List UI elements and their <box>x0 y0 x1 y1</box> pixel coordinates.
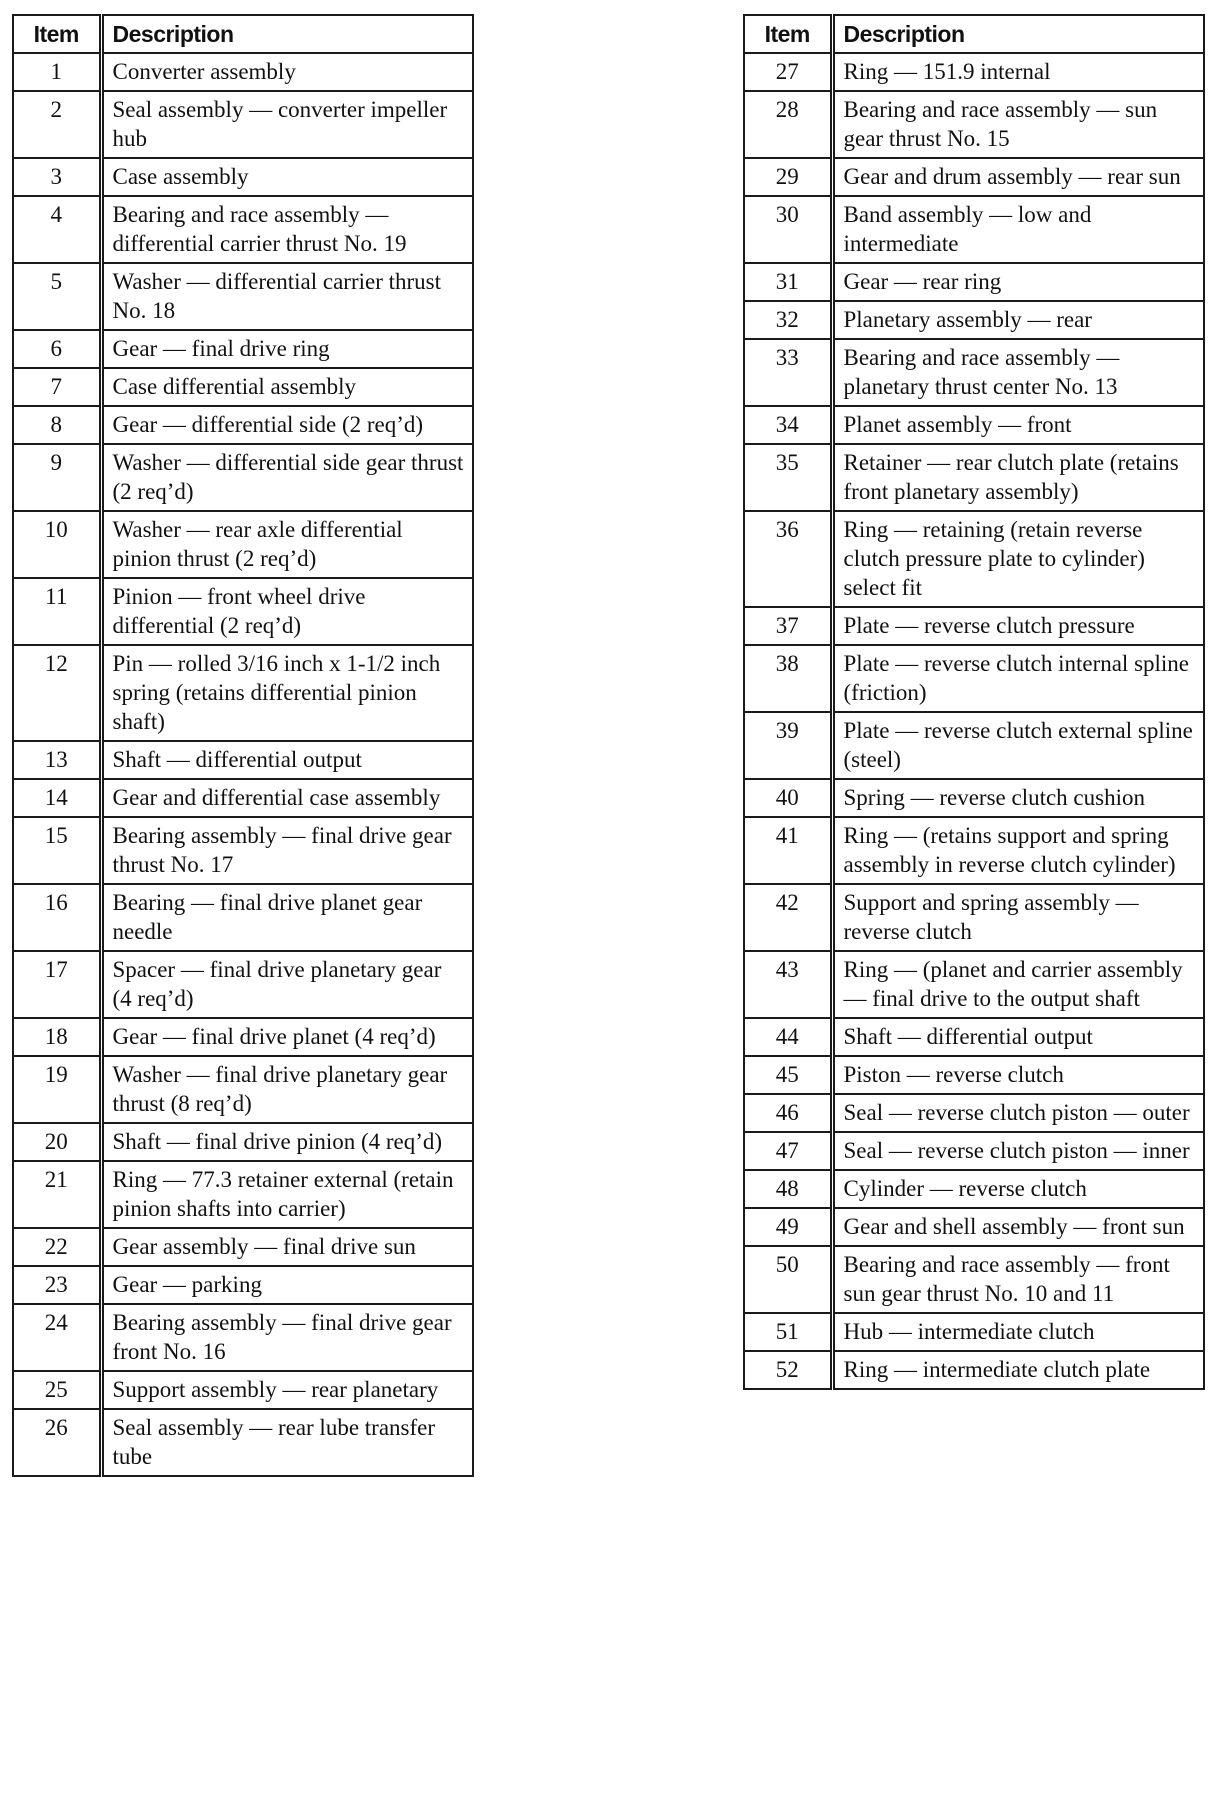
table-row <box>744 884 1204 951</box>
item-number: 12 <box>13 645 101 741</box>
item-description: Washer — differential side gear thrust (2 req’d) <box>101 444 473 511</box>
table-row <box>13 368 473 406</box>
table-row <box>13 951 473 1018</box>
item-number: 22 <box>13 1228 101 1266</box>
item-number: 4 <box>13 196 101 263</box>
table-row <box>744 196 1204 263</box>
item-number: 23 <box>13 1266 101 1304</box>
item-number: 38 <box>744 645 832 712</box>
table-row <box>13 511 473 578</box>
table-row <box>13 645 473 741</box>
item-description: Shaft — final drive pinion (4 req’d) <box>101 1123 473 1161</box>
table-row <box>744 444 1204 511</box>
item-number: 14 <box>13 779 101 817</box>
item-number: 42 <box>744 884 832 951</box>
table-row <box>13 1266 473 1304</box>
item-number: 52 <box>744 1351 832 1389</box>
table-row <box>744 406 1204 444</box>
item-number: 13 <box>13 741 101 779</box>
item-description: Planet assembly — front <box>832 406 1204 444</box>
table-row <box>744 1208 1204 1246</box>
item-description: Seal — reverse clutch piston — inner <box>832 1132 1204 1170</box>
item-description: Converter assembly <box>101 53 473 91</box>
item-number: 48 <box>744 1170 832 1208</box>
table-row <box>744 91 1204 158</box>
table-row <box>13 1056 473 1123</box>
item-description: Gear and shell assembly — front sun <box>832 1208 1204 1246</box>
item-number: 29 <box>744 158 832 196</box>
item-description: Case differential assembly <box>101 368 473 406</box>
item-number: 44 <box>744 1018 832 1056</box>
item-description: Gear — rear ring <box>832 263 1204 301</box>
item-number: 41 <box>744 817 832 884</box>
table-row <box>13 1018 473 1056</box>
item-description: Cylinder — reverse clutch <box>832 1170 1204 1208</box>
item-description: Piston — reverse clutch <box>832 1056 1204 1094</box>
item-number: 6 <box>13 330 101 368</box>
item-description: Support assembly — rear planetary <box>101 1371 473 1409</box>
table-row <box>13 817 473 884</box>
item-description: Gear — parking <box>101 1266 473 1304</box>
item-number: 43 <box>744 951 832 1018</box>
item-description: Band assembly — low and intermediate <box>832 196 1204 263</box>
table-row <box>13 91 473 158</box>
item-description: Washer — rear axle differential pinion thrust (2 req’d) <box>101 511 473 578</box>
table-row <box>744 1246 1204 1313</box>
item-number: 11 <box>13 578 101 645</box>
table-row <box>13 406 473 444</box>
item-number: 39 <box>744 712 832 779</box>
item-number: 40 <box>744 779 832 817</box>
item-number: 36 <box>744 511 832 607</box>
parts-rows-left <box>13 53 473 1476</box>
item-number: 25 <box>13 1371 101 1409</box>
table-row <box>744 779 1204 817</box>
item-number: 7 <box>13 368 101 406</box>
table-row <box>744 1018 1204 1056</box>
table-row <box>744 1132 1204 1170</box>
item-number: 1 <box>13 53 101 91</box>
table-row <box>744 1351 1204 1389</box>
item-description: Shaft — differential output <box>832 1018 1204 1056</box>
table-row <box>744 645 1204 712</box>
item-number: 27 <box>744 53 832 91</box>
item-number: 50 <box>744 1246 832 1313</box>
table-row <box>13 1228 473 1266</box>
item-number: 35 <box>744 444 832 511</box>
item-description: Spring — reverse clutch cushion <box>832 779 1204 817</box>
table-row <box>744 511 1204 607</box>
item-number: 49 <box>744 1208 832 1246</box>
item-number: 24 <box>13 1304 101 1371</box>
item-number: 17 <box>13 951 101 1018</box>
item-description: Washer — differential carrier thrust No. 18 <box>101 263 473 330</box>
item-description: Gear — final drive planet (4 req’d) <box>101 1018 473 1056</box>
item-description: Bearing and race assembly — planetary thrust center No. 13 <box>832 339 1204 406</box>
item-description: Shaft — differential output <box>101 741 473 779</box>
table-row <box>13 578 473 645</box>
parts-table-right <box>743 14 1205 1390</box>
item-description: Bearing assembly — final drive gear front No. 16 <box>101 1304 473 1371</box>
item-description: Seal assembly — rear lube transfer tube <box>101 1409 473 1476</box>
table-row <box>744 817 1204 884</box>
item-number: 9 <box>13 444 101 511</box>
item-description: Case assembly <box>101 158 473 196</box>
header-row <box>13 15 473 53</box>
item-description: Seal assembly — converter impeller hub <box>101 91 473 158</box>
table-row <box>744 607 1204 645</box>
item-description: Bearing and race assembly — sun gear thrust No. 15 <box>832 91 1204 158</box>
table-row <box>744 951 1204 1018</box>
table-row <box>744 158 1204 196</box>
item-number: 30 <box>744 196 832 263</box>
item-description: Bearing and race assembly — front sun gear thrust No. 10 and 11 <box>832 1246 1204 1313</box>
item-description: Spacer — final drive planetary gear (4 req’d) <box>101 951 473 1018</box>
table-row <box>13 1161 473 1228</box>
item-number: 18 <box>13 1018 101 1056</box>
table-row <box>13 1371 473 1409</box>
item-number: 10 <box>13 511 101 578</box>
item-number: 28 <box>744 91 832 158</box>
item-number: 37 <box>744 607 832 645</box>
item-description: Bearing and race assembly — differential carrier thrust No. 19 <box>101 196 473 263</box>
item-description: Gear and differential case assembly <box>101 779 473 817</box>
item-number: 26 <box>13 1409 101 1476</box>
table-row <box>744 301 1204 339</box>
item-description: Hub — intermediate clutch <box>832 1313 1204 1351</box>
description-column-header: Description <box>832 15 1204 53</box>
table-row <box>13 1304 473 1371</box>
table-row <box>744 339 1204 406</box>
table-row <box>13 53 473 91</box>
item-description: Washer — final drive planetary gear thrust (8 req’d) <box>101 1056 473 1123</box>
item-description: Ring — (retains support and spring assembly in reverse clutch cylinder) <box>832 817 1204 884</box>
table-row <box>13 1409 473 1476</box>
item-number: 47 <box>744 1132 832 1170</box>
description-column-header: Description <box>101 15 473 53</box>
item-number: 16 <box>13 884 101 951</box>
item-number: 33 <box>744 339 832 406</box>
item-description: Planetary assembly — rear <box>832 301 1204 339</box>
item-description: Support and spring assembly — reverse clutch <box>832 884 1204 951</box>
item-number: 8 <box>13 406 101 444</box>
table-row <box>744 1313 1204 1351</box>
table-row <box>13 196 473 263</box>
table-row <box>13 330 473 368</box>
item-description: Retainer — rear clutch plate (retains front planetary assembly) <box>832 444 1204 511</box>
item-description: Gear assembly — final drive sun <box>101 1228 473 1266</box>
item-number: 19 <box>13 1056 101 1123</box>
parts-rows-right <box>744 53 1204 1389</box>
table-row <box>13 158 473 196</box>
item-description: Ring — (planet and carrier assembly — final drive to the output shaft <box>832 951 1204 1018</box>
item-description: Ring — intermediate clutch plate <box>832 1351 1204 1389</box>
table-row <box>744 1170 1204 1208</box>
item-number: 2 <box>13 91 101 158</box>
table-row <box>13 1123 473 1161</box>
item-description: Ring — retaining (retain reverse clutch pressure plate to cylinder) select fit <box>832 511 1204 607</box>
table-row <box>744 53 1204 91</box>
item-description: Gear — final drive ring <box>101 330 473 368</box>
item-number: 34 <box>744 406 832 444</box>
table-row <box>13 884 473 951</box>
item-column-header: Item <box>13 15 101 53</box>
item-description: Ring — 77.3 retainer external (retain pinion shafts into carrier) <box>101 1161 473 1228</box>
item-description: Gear and drum assembly — rear sun <box>832 158 1204 196</box>
item-number: 46 <box>744 1094 832 1132</box>
item-description: Ring — 151.9 internal <box>832 53 1204 91</box>
item-description: Pinion — front wheel drive differential (2 req’d) <box>101 578 473 645</box>
table-row <box>744 263 1204 301</box>
item-column-header: Item <box>744 15 832 53</box>
item-description: Bearing assembly — final drive gear thrust No. 17 <box>101 817 473 884</box>
table-row <box>13 741 473 779</box>
item-description: Plate — reverse clutch external spline (steel) <box>832 712 1204 779</box>
item-number: 45 <box>744 1056 832 1094</box>
table-row <box>744 1056 1204 1094</box>
item-number: 31 <box>744 263 832 301</box>
table-row <box>744 1094 1204 1132</box>
table-row <box>744 712 1204 779</box>
item-description: Gear — differential side (2 req’d) <box>101 406 473 444</box>
parts-table-left <box>12 14 474 1477</box>
item-description: Pin — rolled 3/16 inch x 1-1/2 inch spring (retains differential pinion shaft) <box>101 645 473 741</box>
item-number: 3 <box>13 158 101 196</box>
item-number: 21 <box>13 1161 101 1228</box>
item-number: 5 <box>13 263 101 330</box>
item-description: Seal — reverse clutch piston — outer <box>832 1094 1204 1132</box>
item-description: Plate — reverse clutch internal spline (friction) <box>832 645 1204 712</box>
item-number: 15 <box>13 817 101 884</box>
item-number: 51 <box>744 1313 832 1351</box>
table-row <box>13 263 473 330</box>
table-row <box>13 444 473 511</box>
item-number: 20 <box>13 1123 101 1161</box>
item-description: Bearing — final drive planet gear needle <box>101 884 473 951</box>
header-row <box>744 15 1204 53</box>
table-row <box>13 779 473 817</box>
item-description: Plate — reverse clutch pressure <box>832 607 1204 645</box>
item-number: 32 <box>744 301 832 339</box>
